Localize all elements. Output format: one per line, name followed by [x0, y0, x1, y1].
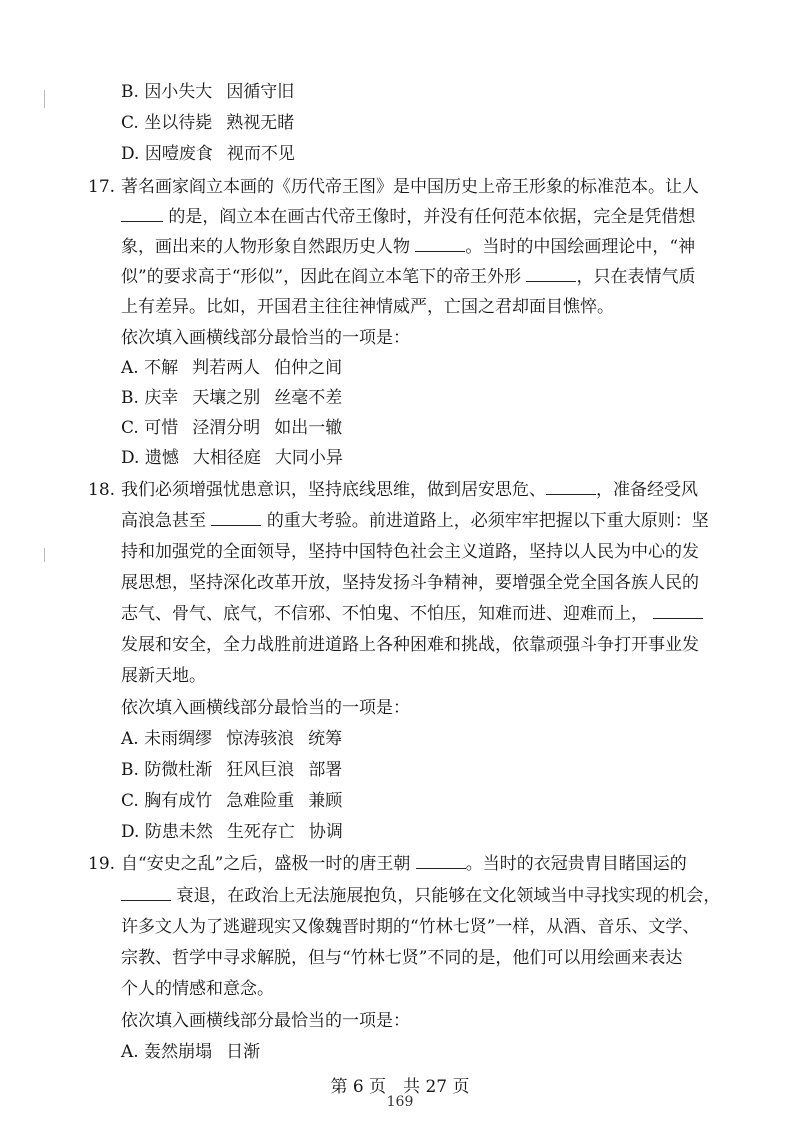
question-18-line: 展新天地。: [121, 666, 206, 686]
blank: [121, 207, 163, 222]
option-16-d: D. 因噎废食 视而不见: [121, 144, 295, 164]
question-17-line: 著名画家阎立本画的《历代帝王图》是中国历史上帝王形象的标准范本。让人: [121, 177, 699, 197]
question-18-line: 我们必须增强忧患意识，坚持底线思维，做到居安思危、 ，准备经受风: [121, 480, 698, 500]
question-18-line: 展思想，坚持深化改革开放，坚持发扬斗争精神，要增强全党全国各族人民的: [121, 573, 699, 593]
blank: [211, 511, 261, 526]
option-18-b: B. 防微杜渐 狂风巨浪 部署: [121, 760, 343, 780]
option-17-a: A. 不解 判若两人 伯仲之间: [121, 358, 343, 378]
question-18-line: 志气、骨气、底气，不信邪、不怕鬼、不怕压，知难而进、迎难而上，: [121, 602, 703, 626]
question-19-line: 个人的情感和意念。: [121, 979, 274, 999]
question-18-line: 持和加强党的全面领导，坚持中国特色社会主义道路，坚持以人民为中心的发: [121, 542, 699, 562]
blank: [526, 267, 576, 282]
question-19-line: 宗教、哲学中寻求解脱，但与“竹林七贤”不同的是，他们可以用绘画来表达: [121, 948, 683, 968]
question-17-number: 17.: [88, 177, 116, 197]
question-17-prompt: 依次填入画横线部分最恰当的一项是：: [121, 328, 410, 348]
question-18-line: 发展和安全，全力战胜前进道路上各种困难和挑战，依靠顽强斗争打开事业发: [121, 635, 699, 655]
scan-mark: [44, 90, 45, 108]
question-18-number: 18.: [88, 480, 116, 500]
blank: [121, 886, 171, 901]
option-17-c: C. 可惜 泾渭分明 如出一辙: [121, 418, 343, 438]
option-16-c: C. 坐以待毙 熟视无睹: [121, 113, 295, 133]
option-17-d: D. 遗憾 大相径庭 大同小异: [121, 448, 343, 468]
scan-mark: [44, 548, 45, 562]
question-19-prompt: 依次填入画横线部分最恰当的一项是：: [121, 1011, 410, 1031]
question-19-line: 许多文人为了逃避现实又像魏晋时期的“竹林七贤”一样，从酒、音乐、文学、: [121, 917, 700, 937]
option-19-a: A. 轰然崩塌 日渐: [121, 1042, 261, 1062]
option-17-b: B. 庆幸 天壤之别 丝毫不差: [121, 388, 343, 408]
question-17-line: 似”的要求高于“形似”，因此在阎立本笔下的帝王外形 ，只在表情气质: [121, 267, 696, 287]
question-17-line: 的是，阎立本在画古代帝王像时，并没有任何范本依据，完全是凭借想: [121, 205, 695, 229]
question-19-line: 自“安史之乱”之后，盛极一时的唐王朝 。当时的衣冠贵胄目睹国运的: [121, 854, 687, 874]
option-16-b: B. 因小失大 因循守旧: [121, 82, 295, 102]
question-17-line: 上有差异。比如，开国君主往往神情威严，亡国之君却面目憔悴。: [121, 297, 614, 317]
question-18-prompt: 依次填入画横线部分最恰当的一项是：: [121, 698, 410, 718]
question-19-number: 19.: [88, 854, 116, 874]
page-indicator: 第 6 页 共 27 页: [330, 1077, 470, 1097]
question-19-line: 衰退，在政治上无法施展抱负，只能够在文化领域当中寻找实现的机会，: [121, 884, 720, 908]
option-18-c: C. 胸有成竹 急难险重 兼顾: [121, 791, 343, 811]
blank: [416, 854, 466, 869]
option-18-d: D. 防患未然 生死存亡 协调: [121, 822, 343, 842]
question-17-line: 象，画出来的人物形象自然跟历史人物 。当时的中国绘画理论中，“神: [121, 237, 696, 257]
option-18-a: A. 未雨绸缪 惊涛骇浪 统筹: [121, 729, 343, 749]
question-18-line: 高浪急甚至 的重大考验。前进道路上，必须牢牢把握以下重大原则：坚: [121, 511, 709, 531]
blank: [415, 237, 465, 252]
blank: [653, 604, 703, 619]
page-number: 169: [386, 1094, 414, 1110]
blank: [546, 480, 596, 495]
